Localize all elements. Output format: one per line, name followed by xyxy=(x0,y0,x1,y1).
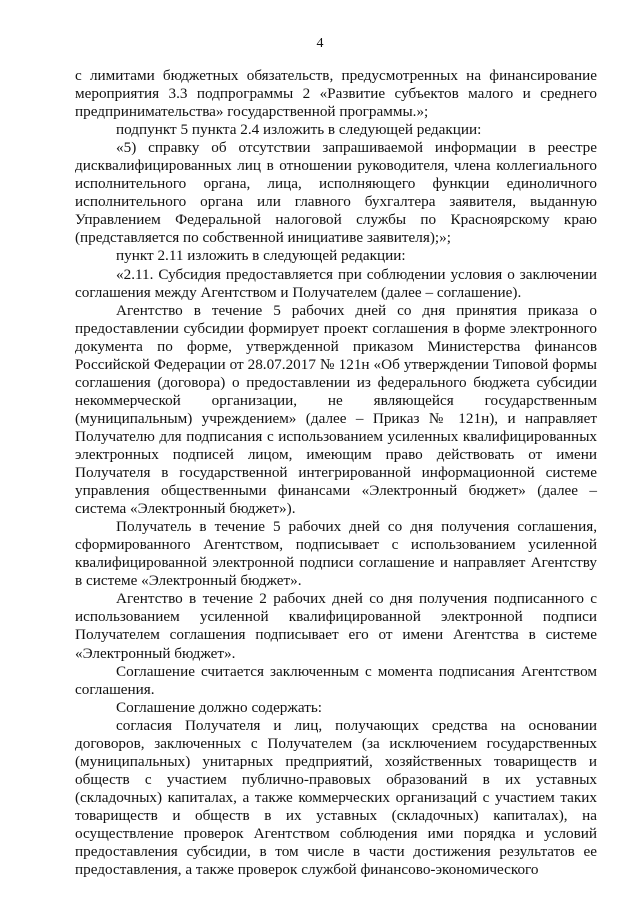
page-number: 4 xyxy=(316,36,324,51)
paragraph-consents: согласия Получателя и лиц, получающих средства на основании договоров, заключенных с Получателем (за исключением государственных (муниципальных) унитарных предприятий, хозяйственных товариществ и обществ с участием публично-правовых образований в их уставных (складочных) капиталах, а также коммерческих организаций с участием таких товариществ и обществ в их уставных (складочных) капиталах), на осуществление проверок Агентством соблюдения ими порядка и условий предоставления субсидии, в том числе в части достижения результатов ее предоставления, а также проверок службой финансово-экономического xyxy=(75,716,597,879)
paragraph-subclause-5-text: «5) справку об отсутствии запрашиваемой информации в реестре дисквалифицированных лиц в отношении руководителя, члена коллегиального исполнительного органа, лица, исполняющего функции единоличного исполнительного органа или главного бухгалтера заявителя, выданную Управлением Федеральной налоговой службы по Красноярскому краю (представляется по собственной инициативе заявителя);»; xyxy=(75,139,597,247)
paragraph-agency-signs: Агентство в течение 2 рабочих дней со дня получения подписанного с использованием усиленной квалифицированной электронной подписи Получателем соглашения подписывает его от имени Агентства в системе «Электронный бюджет». xyxy=(75,590,597,662)
paragraph-agency-draft-agreement: Агентство в течение 5 рабочих дней со дня принятия приказа о предоставлении субсидии формирует проект соглашения в форме электронного документа по форме, утвержденной приказом Министерства финансов Российской Федерации от 28.07.2017 № 121н «Об утверждении Типовой формы соглашения (договора) о предоставлении из федерального бюджета субсидии некоммерческой организации, не являющейся государственным (муниципальным) учреждением» (далее – Приказ № 121н), и направляет Получателю для подписания с использованием усиленных квалифицированных электронных подписей лицом, имеющим право действовать от имени Получателя в государственной интегрированной информационной системе управления общественными финансами «Электронный бюджет» (далее – система «Электронный бюджет»). xyxy=(75,301,597,518)
paragraph-recipient-signs: Получатель в течение 5 рабочих дней со дня получения соглашения, сформированного Агентством, подписывает с использованием усиленной квалифицированной электронной подписи соглашение и направляет Агентству в системе «Электронный бюджет». xyxy=(75,518,597,590)
paragraph-amend-subclause-5: подпункт 5 пункта 2.4 изложить в следующей редакции: xyxy=(116,121,482,139)
document-body xyxy=(75,67,597,879)
paragraph-agreement-contents: Соглашение должно содержать: xyxy=(116,698,323,716)
paragraph-amend-clause-2-11: пункт 2.11 изложить в следующей редакции: xyxy=(116,247,406,265)
paragraph-clause-2-11-text: «2.11. Субсидия предоставляется при соблюдении условия о заключении соглашения между Агентством и Получателем (далее – соглашение). xyxy=(75,265,597,301)
paragraph-budget-limits: с лимитами бюджетных обязательств, предусмотренных на финансирование мероприятия 3.3 подпрограммы 2 «Развитие субъектов малого и среднего предпринимательства» государственной программы.»; xyxy=(75,67,597,121)
paragraph-agreement-concluded: Соглашение считается заключенным с момента подписания Агентством соглашения. xyxy=(75,662,597,698)
